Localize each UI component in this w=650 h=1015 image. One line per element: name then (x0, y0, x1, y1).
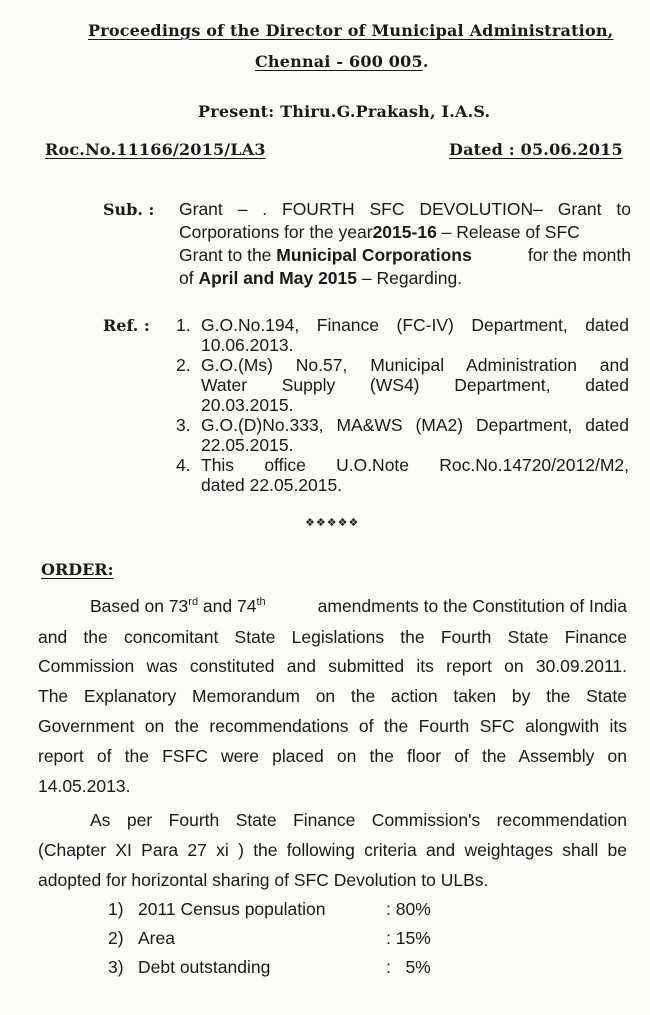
criteria-num: 1) (108, 899, 124, 919)
criteria-num: 3) (108, 957, 124, 977)
subject-line-2 (179, 222, 631, 243)
order-p1-line-7: 14.05.2013. (38, 776, 131, 796)
order-p1-text-b: and 74 (198, 596, 257, 616)
subject-year: 2015-16 (372, 222, 437, 242)
criteria-label: 2011 Census population (138, 899, 326, 919)
criteria-value: : 15% (386, 928, 431, 948)
order-heading: ORDER: (41, 560, 114, 579)
order-p1-line-5: Government on the recommendations of the Fourth SFC alongwith its (38, 716, 627, 736)
subject-label: Sub. : (103, 200, 155, 219)
order-p1-sup-rd: rd (188, 596, 199, 609)
subject-line-1: Grant – . FOURTH SFC DEVOLUTION– Grant to (179, 199, 631, 219)
office-title: Proceedings of the Director of Municipal Administration, (88, 21, 614, 40)
office-address-dot: . (422, 52, 429, 71)
order-p1-line-2: and the concomitant State Legislations the Fourth State Finance (38, 627, 627, 647)
dated-line: Dated : 05.06.2015 (449, 140, 623, 159)
ref-1-line-2: 10.06.2013. (201, 335, 294, 355)
order-p1-text-c: amendments to the Constitution of India (317, 596, 627, 616)
order-p2-line-3: adopted for horizontal sharing of SFC Devolution to ULBs. (38, 870, 489, 890)
criteria-item (108, 957, 431, 978)
ref-3-line-1: G.O.(D)No.333, MA&WS (MA2) Department, dated (201, 415, 629, 435)
office-address-text: Chennai - 600 005 (255, 52, 423, 71)
order-p1-line-3: Commission was constituted and submitted its report on 30.09.2011. (38, 656, 627, 676)
ref-2-line-2: Water Supply (WS4) Department, dated (201, 375, 629, 395)
ref-3-line-2: 22.05.2015. (201, 435, 294, 455)
subject-corporations: Municipal Corporations (276, 245, 472, 265)
criteria-label: Area (138, 928, 175, 948)
section-separator: ❖❖❖❖❖ (305, 516, 360, 529)
order-p2-line-2: (Chapter XI Para 27 xi ) the following criteria and weightages shall be (38, 840, 627, 860)
subject-months: April and May 2015 (198, 268, 358, 288)
subject-line-3-c: for the month (527, 245, 631, 265)
order-p2-line-1: As per Fourth State Finance Commission's recommendation (90, 810, 627, 830)
ref-4-line-1: This office U.O.Note Roc.No.14720/2012/M2, (201, 455, 629, 475)
criteria-item (108, 899, 431, 920)
office-address (255, 52, 429, 71)
ref-num-3: 3. (176, 415, 191, 435)
ref-1-line-1: G.O.No.194, Finance (FC-IV) Department, dated (201, 315, 629, 335)
present-line: Present: Thiru.G.Prakash, I.A.S. (198, 102, 491, 121)
ref-num-2: 2. (176, 355, 191, 375)
criteria-label: Debt outstanding (138, 957, 271, 977)
ref-num-1: 1. (176, 315, 191, 335)
order-p1-text-a: Based on 73 (90, 596, 189, 616)
subject-line-3-a: Grant to the (179, 245, 277, 265)
ref-4-line-2: dated 22.05.2015. (201, 475, 343, 495)
ref-2-line-1: G.O.(Ms) No.57, Municipal Administration and (201, 355, 629, 375)
order-p1-line-1 (90, 596, 627, 617)
roc-number: Roc.No.11166/2015/LA3 (45, 140, 266, 159)
subject-line-4 (179, 268, 462, 289)
subject-line-2-a: Corporations for the year (179, 222, 373, 242)
order-p1-line-6: report of the FSFC were placed on the floor of the Assembly on (38, 746, 627, 766)
subject-line-2-c: – Release of SFC (436, 222, 580, 242)
criteria-item (108, 928, 431, 949)
order-p1-sup-th: th (256, 596, 266, 609)
ref-2-line-3: 20.03.2015. (201, 395, 294, 415)
criteria-num: 2) (108, 928, 124, 948)
order-p1-line-4: The Explanatory Memorandum on the action taken by the State (38, 686, 627, 706)
criteria-value: : 80% (386, 899, 431, 919)
criteria-value: : 5% (386, 957, 431, 977)
subject-line-4-c: – Regarding. (357, 268, 463, 288)
reference-label: Ref. : (103, 316, 150, 335)
subject-line-4-a: of (179, 268, 199, 288)
ref-num-4: 4. (176, 455, 191, 475)
subject-line-3 (179, 245, 631, 266)
